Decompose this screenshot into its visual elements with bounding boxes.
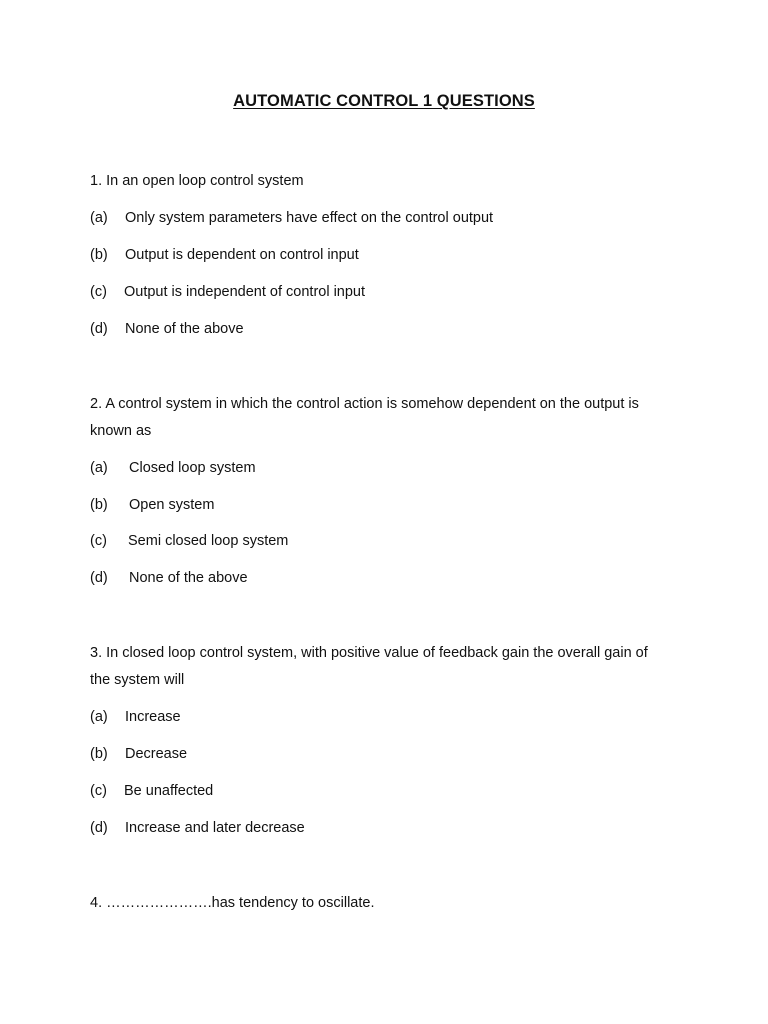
option-letter: (b) [90,247,108,263]
option-letter: (a) [90,210,108,226]
option-text: Open system [129,497,215,513]
question-3-option-b [90,745,188,763]
option-text: Output is dependent on control input [125,247,359,263]
option-text: Increase [125,709,181,725]
option-text: Only system parameters have effect on the control output [125,210,494,226]
question-3-stem-line-1: 3. In closed loop control system, with positive value of feedback gain the overall gain of [90,645,648,661]
option-letter: (c) [90,533,107,549]
option-text: None of the above [129,570,248,586]
option-letter: (d) [90,820,108,836]
question-2-option-a [90,459,256,477]
option-text: Be unaffected [124,783,214,799]
question-2-option-b [90,496,215,514]
question-2-stem-line-1: 2. A control system in which the control action is somehow dependent on the output is [90,396,639,412]
question-1-option-c [90,283,366,301]
question-1-stem: 1. In an open loop control system [90,173,304,189]
option-letter: (c) [90,284,107,300]
page-title: AUTOMATIC CONTROL 1 QUESTIONS [233,92,535,110]
question-1-option-d [90,320,244,338]
option-letter: (c) [90,783,107,799]
question-3-option-a [90,708,181,726]
question-1-option-b [90,246,359,264]
option-letter: (b) [90,746,108,762]
question-4-stem: 4. ………………….has tendency to oscillate. [90,895,375,911]
question-2-stem-line-2: known as [90,423,152,439]
option-letter: (d) [90,570,108,586]
option-text: Output is independent of control input [124,284,366,300]
question-1-option-a [90,209,494,227]
option-text: Semi closed loop system [128,533,289,549]
option-letter: (a) [90,460,108,476]
option-text: Decrease [125,746,188,762]
option-text: Increase and later decrease [125,820,305,836]
question-2-option-c [90,532,289,550]
question-2-option-d [90,569,248,587]
question-3-option-c [90,782,214,800]
option-letter: (a) [90,709,108,725]
question-3-option-d [90,819,305,837]
option-letter: (b) [90,497,108,513]
question-3-stem-line-2: the system will [90,672,185,688]
option-text: None of the above [125,321,244,337]
option-text: Closed loop system [129,460,256,476]
option-letter: (d) [90,321,108,337]
